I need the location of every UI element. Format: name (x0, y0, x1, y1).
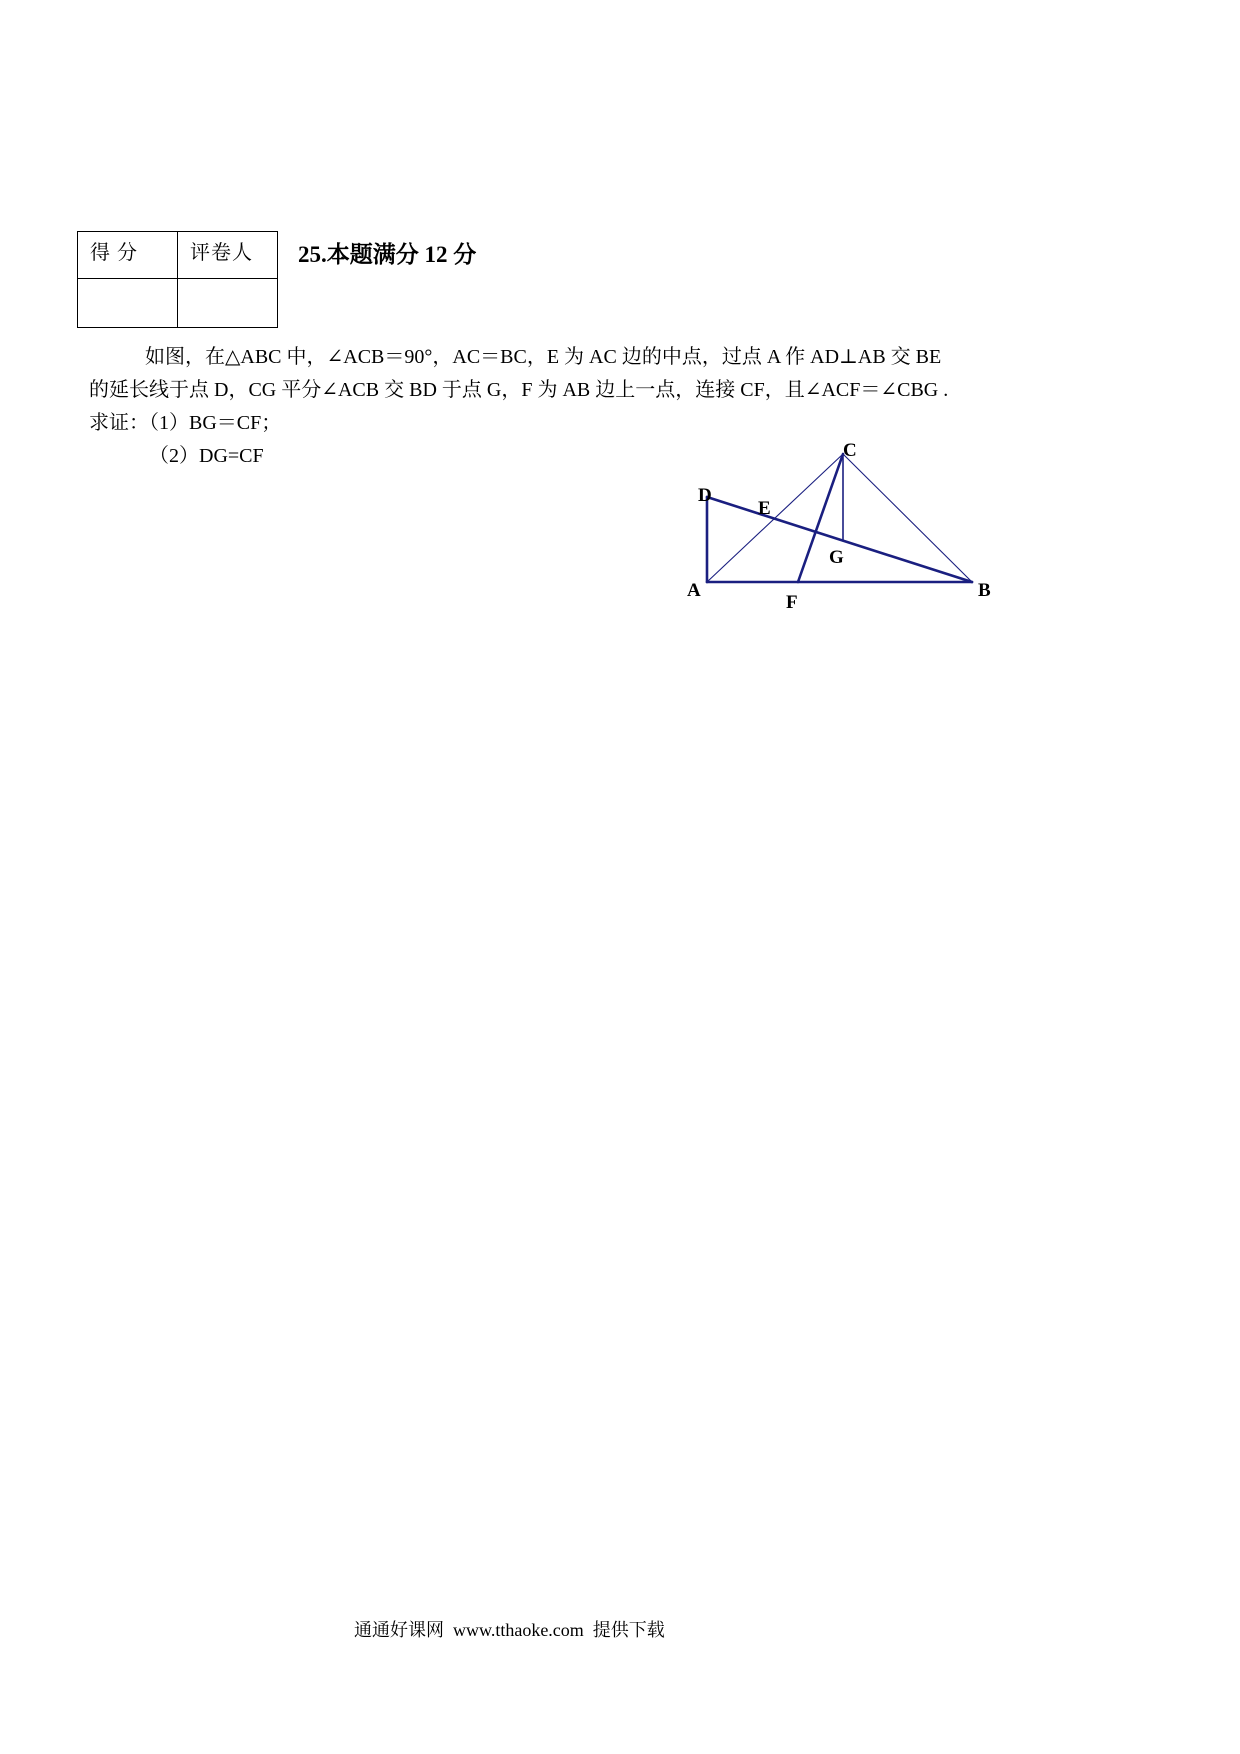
score-table (77, 231, 278, 328)
label-F: F (786, 592, 798, 613)
score-table-header-row (78, 232, 278, 279)
grader-cell-label (178, 232, 278, 279)
grader-cell-blank (178, 279, 278, 328)
label-D: D (698, 485, 712, 506)
label-A: A (687, 580, 701, 601)
label-E: E (758, 498, 771, 519)
question-title: 25.本题满分 12 分 (298, 242, 477, 267)
side-CB (843, 454, 972, 582)
proof-item-2: （2）DG=CF (149, 445, 264, 467)
label-C: C (843, 440, 857, 461)
label-B: B (978, 580, 991, 601)
problem-paragraph: 如图，在△ABC 中，∠ACB＝90°，AC＝BC，E 为 AC 边的中点，过点 A 作 AD⊥AB 交 BE 的延长线于点 D，CG 平分∠ACB 交 BD 于点 G，F 为 AB 边上一点，连接 CF，且∠ACF＝∠CBG . (89, 346, 949, 401)
score-table-blank-row (78, 279, 278, 328)
geometry-figure (680, 432, 1010, 622)
footer-download-note: 通通好课网 www.tthaoke.com 提供下载 (354, 1620, 665, 1640)
label-G: G (829, 547, 844, 568)
segment-DB (707, 497, 972, 582)
score-cell-blank (78, 279, 178, 328)
score-label: 得 分 (90, 242, 138, 264)
grader-label: 评卷人 (190, 242, 253, 264)
score-cell-label (78, 232, 178, 279)
proof-item-1: 求证：（1）BG＝CF； (89, 412, 282, 434)
